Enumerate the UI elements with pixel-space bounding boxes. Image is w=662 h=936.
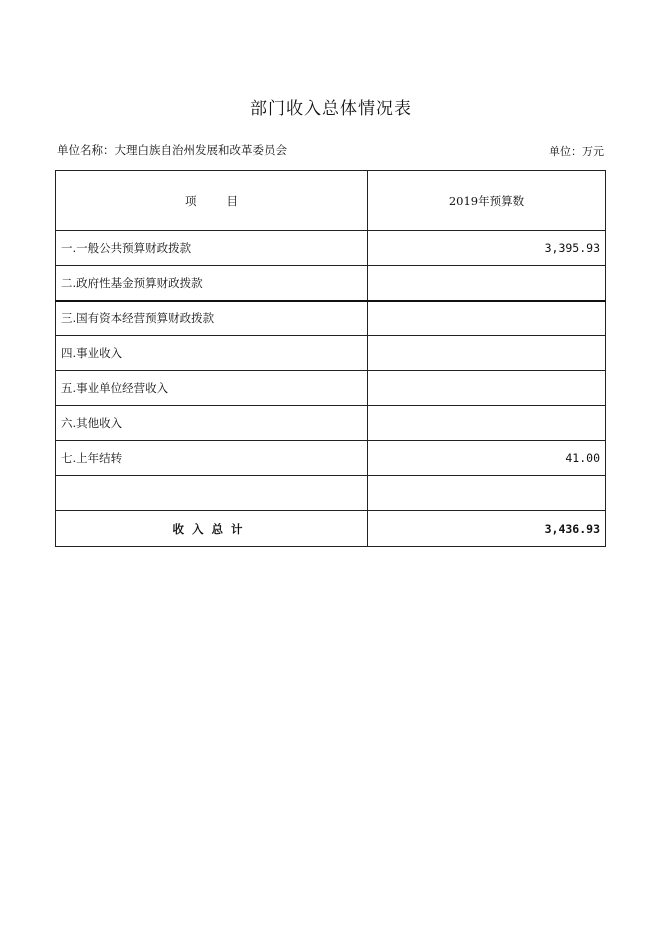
row-item: 五.事业单位经营收入 (56, 371, 368, 406)
header-item (56, 171, 368, 231)
total-row (56, 511, 606, 547)
row-value: 41.00 (368, 441, 606, 476)
table-row (56, 476, 606, 511)
header-item-label: 项目 (185, 193, 268, 208)
table-row (56, 301, 606, 336)
table-row (56, 441, 606, 476)
row-item (56, 476, 368, 511)
row-value (368, 371, 606, 406)
row-item: 三.国有资本经营预算财政拨款 (56, 301, 368, 336)
row-item: 七.上年结转 (56, 441, 368, 476)
table-header-row (56, 171, 606, 231)
total-label: 收入总计 (56, 511, 368, 547)
row-item: 二.政府性基金预算财政拨款 (56, 266, 368, 301)
unit-label: 单位：万元 (549, 145, 604, 158)
table-row (56, 406, 606, 441)
total-value: 3,436.93 (368, 511, 606, 547)
row-value: 3,395.93 (368, 231, 606, 266)
row-value (368, 406, 606, 441)
table-row (56, 371, 606, 406)
unit-name: 单位名称：大理白族自治州发展和改革委员会 (57, 143, 287, 157)
row-value (368, 301, 606, 336)
row-item: 四.事业收入 (56, 336, 368, 371)
row-item: 一.一般公共预算财政拨款 (56, 231, 368, 266)
table-row (56, 231, 606, 266)
row-value (368, 476, 606, 511)
income-table (55, 170, 606, 547)
row-item: 六.其他收入 (56, 406, 368, 441)
table-row (56, 336, 606, 371)
row-value (368, 336, 606, 371)
table-row (56, 266, 606, 301)
page-title: 部门收入总体情况表 (250, 99, 412, 119)
header-budget: 2019年预算数 (368, 171, 606, 231)
row-value (368, 266, 606, 301)
